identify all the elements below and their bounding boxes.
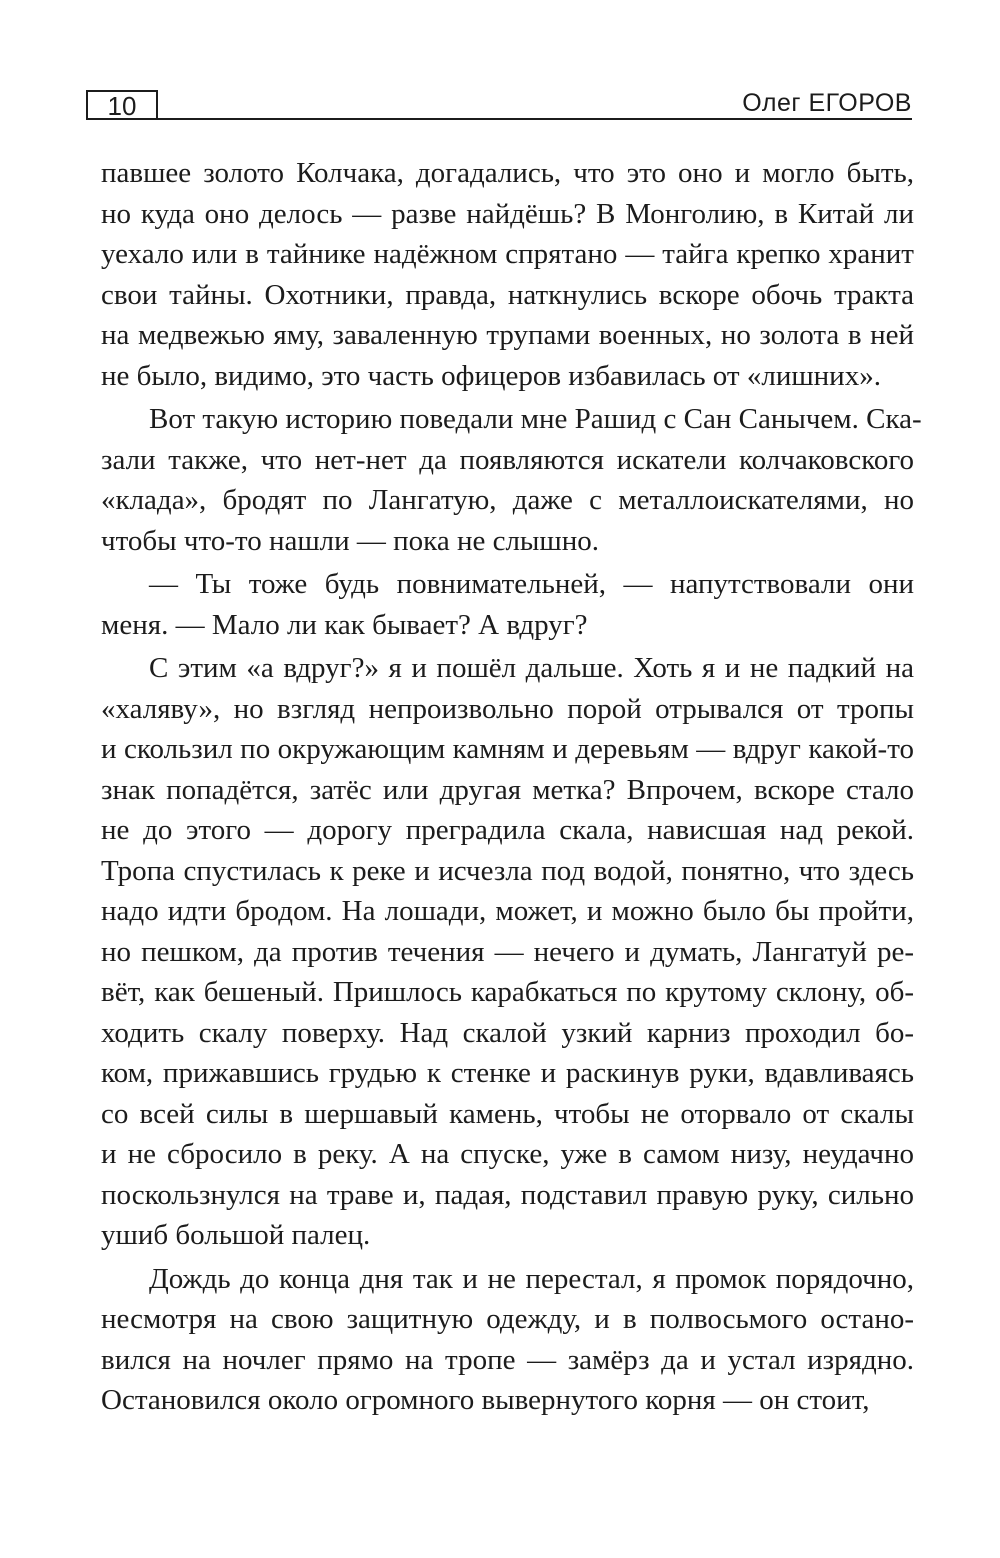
running-header bbox=[86, 88, 912, 124]
text-line: ушиб большой палец. bbox=[101, 1219, 371, 1251]
body-text bbox=[101, 153, 922, 1421]
paragraph bbox=[101, 1259, 914, 1421]
text-line: знак попадётся, затёс или другая метка? Впрочем, вскоре стало bbox=[101, 773, 914, 806]
text-line: и не сбросило в реку. А на спуске, уже в самом низу, неудачно bbox=[101, 1138, 914, 1170]
text-line: уехало или в тайнике надёжном спрятано — тайга крепко хранит bbox=[101, 238, 914, 270]
header-rule bbox=[156, 118, 912, 120]
text-line: Вот такую историю поведали мне Рашид с Сан Санычем. Ска- bbox=[149, 403, 922, 435]
text-line: ходить скалу поверху. Над скалой узкий карниз проходил бо- bbox=[101, 1016, 914, 1049]
text-line: «клада», бродят по Лангатую, даже с металлоискателями, но bbox=[101, 484, 914, 516]
text-line: но пешком, да против течения — нечего и думать, Лангатуй ре- bbox=[101, 935, 914, 968]
text-line: со всей силы в шершавый камень, чтобы не оторвало от скалы bbox=[101, 1097, 914, 1130]
text-line: Дождь до конца дня так и не перестал, я промок порядочно, bbox=[149, 1262, 914, 1295]
author-name: Олег ЕГОРОВ bbox=[742, 89, 912, 117]
text-line: вёт, как бешеный. Пришлось карабкаться по крутому склону, об- bbox=[101, 976, 914, 1008]
paragraph bbox=[101, 399, 922, 561]
text-line: С этим «а вдруг?» я и пошёл дальше. Хоть я и не падкий на bbox=[149, 652, 914, 684]
text-line: но куда оно делось — разве найдёшь? В Монголию, в Китай ли bbox=[101, 197, 914, 230]
text-line: зали также, что нет-нет да появляются искатели колчаковского bbox=[101, 443, 914, 476]
text-line: свои тайны. Охотники, правда, наткнулись вскоре обочь тракта bbox=[101, 278, 914, 311]
paragraph bbox=[101, 564, 914, 645]
text-line: меня. — Мало ли как бывает? А вдруг? bbox=[101, 608, 588, 641]
text-line: Тропа спустилась к реке и исчезла под водой, понятно, что здесь bbox=[101, 854, 914, 887]
paragraph bbox=[101, 153, 914, 396]
text-line: несмотря на свою защитную одежду, и в полвосьмого остано- bbox=[101, 1303, 914, 1335]
text-line: надо идти бродом. На лошади, может, и можно было бы пройти, bbox=[101, 895, 914, 927]
text-line: на медвежью яму, заваленную трупами военных, но золота в ней bbox=[101, 319, 914, 351]
text-line: «халяву», но взгляд непроизвольно порой отрывался от тропы bbox=[101, 692, 914, 725]
text-line: не было, видимо, это часть офицеров избавилась от «лишних». bbox=[101, 359, 881, 392]
text-line: Остановился около огромного вывернутого корня — он стоит, bbox=[101, 1384, 870, 1416]
text-line: поскользнулся на траве и, падая, подставил правую руку, сильно bbox=[101, 1178, 914, 1211]
text-line: — Ты тоже будь повнимательней, — напутствовали они bbox=[149, 568, 914, 600]
page-number: 10 bbox=[86, 90, 158, 120]
paragraph bbox=[101, 648, 914, 1256]
text-line: чтобы что-то нашли — пока не слышно. bbox=[101, 524, 600, 557]
text-line: павшее золото Колчака, догадались, что это оно и могло быть, bbox=[101, 157, 914, 189]
text-line: и скользил по окружающим камням и деревьям — вдруг какой-то bbox=[101, 733, 914, 765]
text-line: ком, прижавшись грудью к стенке и раскинув руки, вдавливаясь bbox=[101, 1057, 914, 1089]
text-line: вился на ночлег прямо на тропе — замёрз да и устал изрядно. bbox=[101, 1343, 914, 1376]
text-line: не до этого — дорогу преградила скала, нависшая над рекой. bbox=[101, 814, 914, 846]
